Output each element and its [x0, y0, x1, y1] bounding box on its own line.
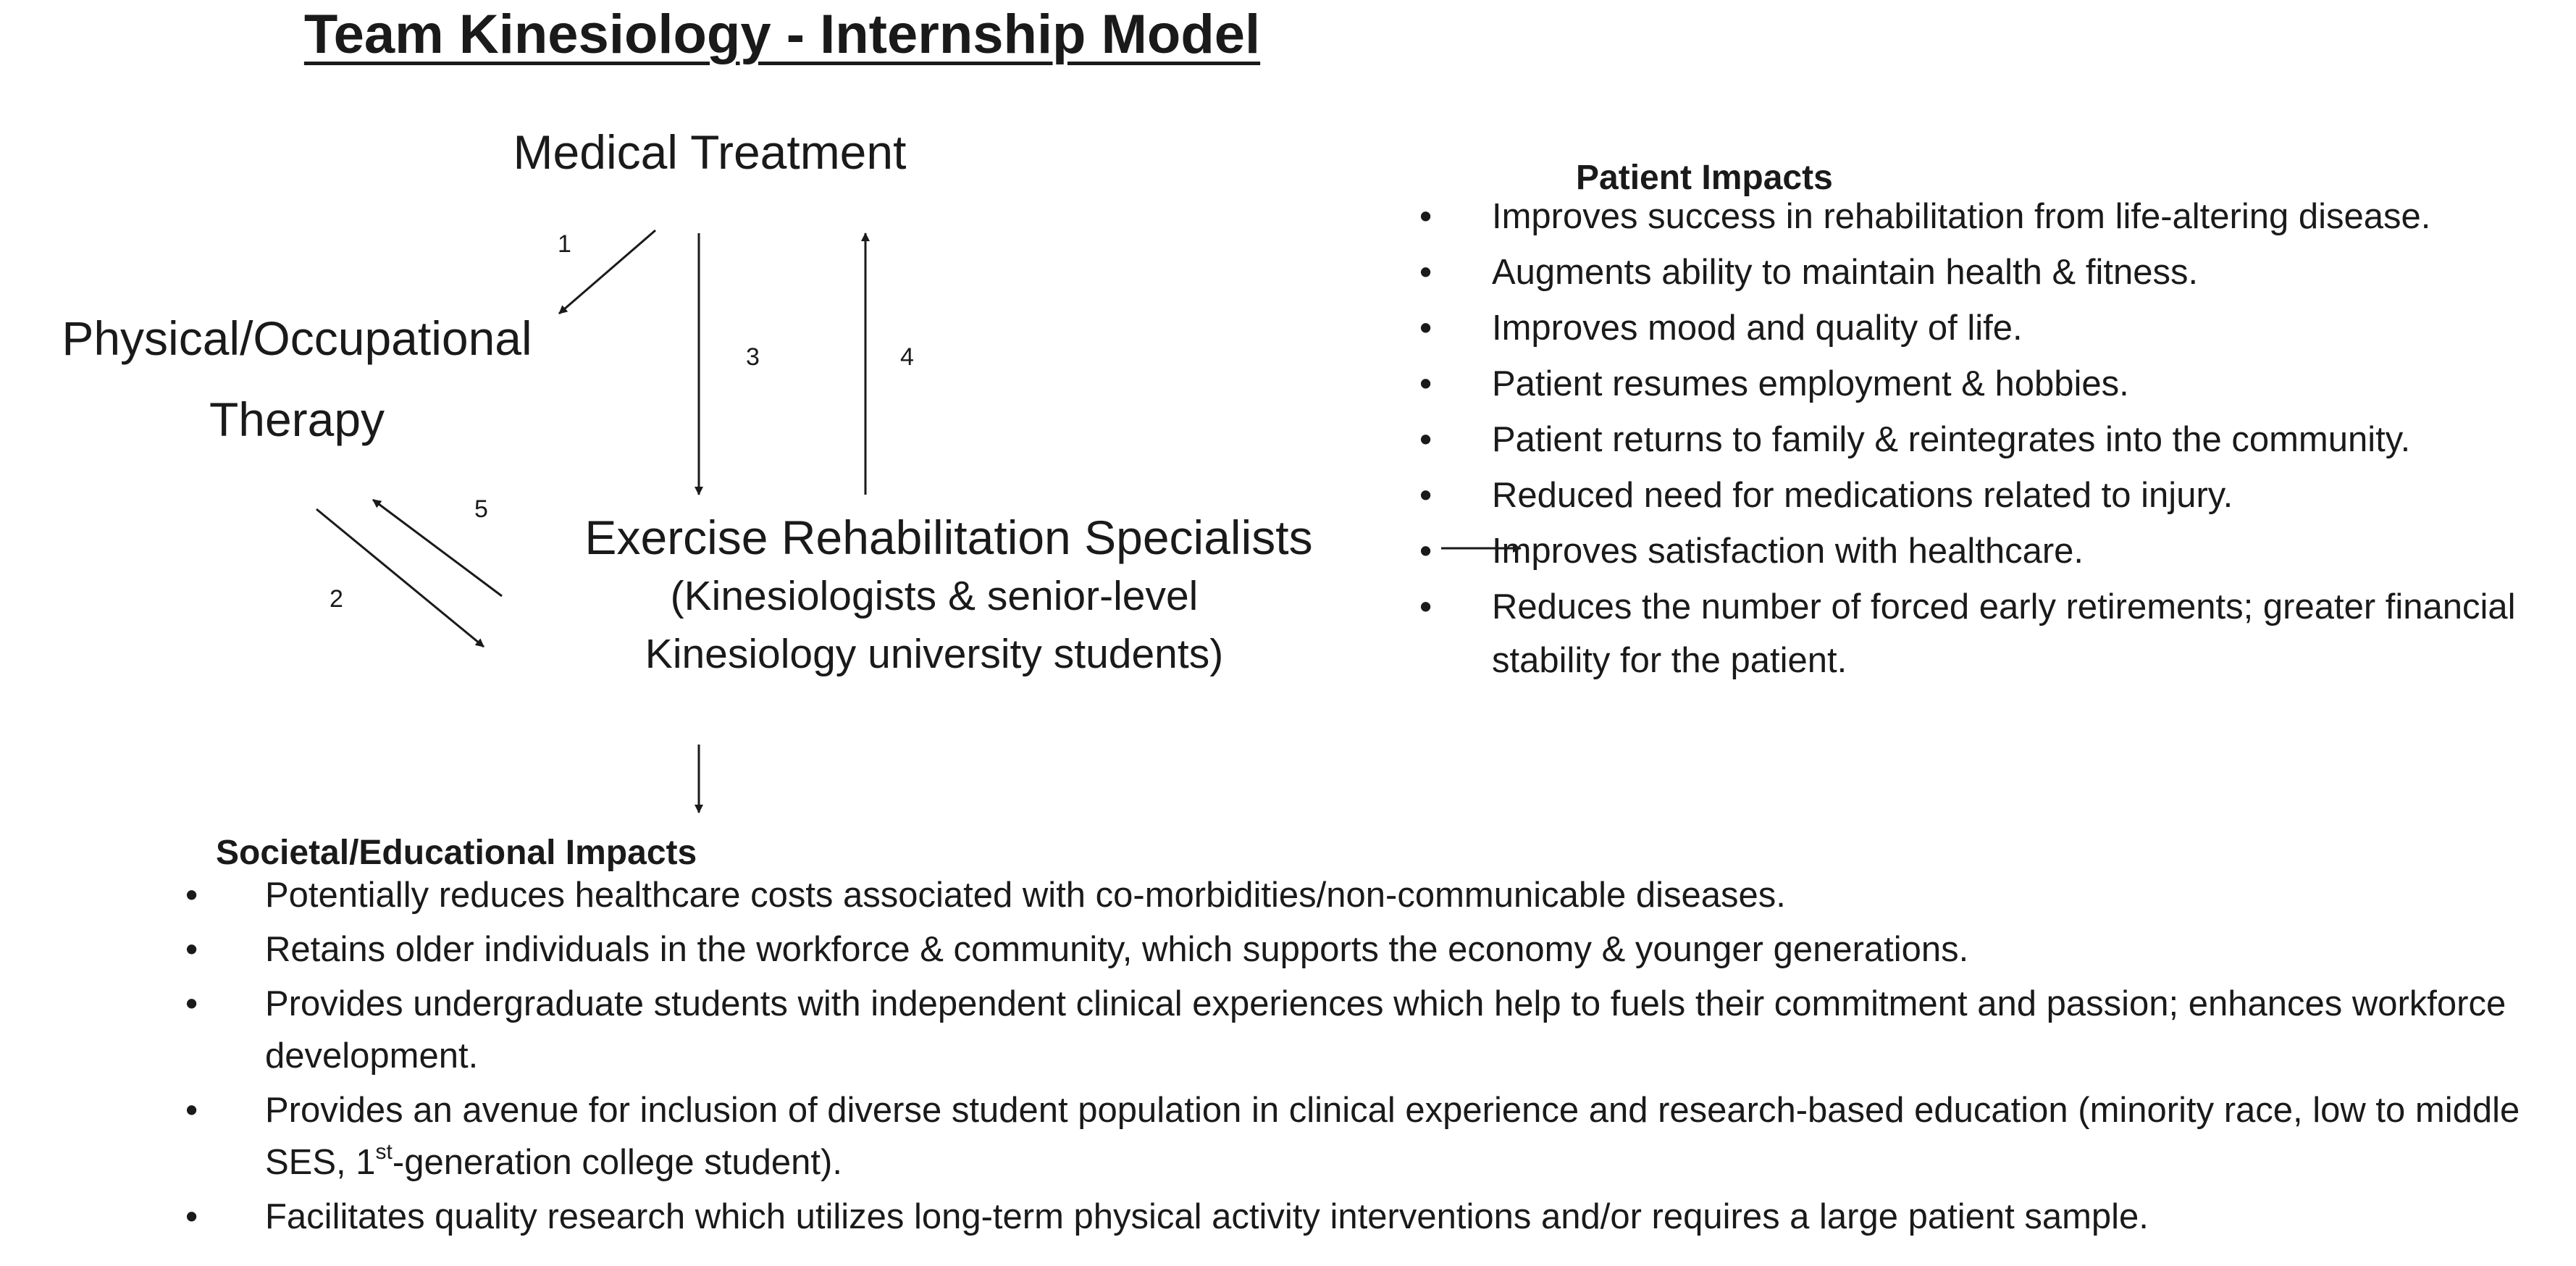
list-item: • Retains older individuals in the workforce & community, which supports the economy & younger generations.	[185, 930, 1969, 969]
list-item: • Improves mood and quality of life.	[1419, 309, 2023, 348]
list-item: • Provides an avenue for inclusion of diverse student population in clinical experience and research-based education (minority race, low to middle SES, 1st-generation college student).	[185, 1091, 2520, 1182]
list-item: • Facilitates quality research which utilizes long-term physical activity interventions and/or requires a large patient sample.	[185, 1197, 2149, 1236]
specialists-subtitle-line2: Kinesiology university students)	[645, 631, 1224, 677]
list-item: • Provides undergraduate students with independent clinical experiences which help to fuels their commitment and passion; enhances workforce development.	[185, 984, 2506, 1076]
arrow-label-5: 5	[474, 495, 488, 523]
list-item: • Improves success in rehabilitation from life-altering disease.	[1419, 197, 2431, 236]
specialists-node: Exercise Rehabilitation Specialists	[584, 511, 1313, 564]
list-item: • Augments ability to maintain health & fitness.	[1419, 253, 2199, 292]
arrow-1-medical-to-therapy	[559, 230, 655, 314]
arrow-label-1: 1	[558, 230, 571, 258]
list-item: • Patient resumes employment & hobbies.	[1419, 364, 2129, 403]
therapy-node-line1: Physical/Occupational	[62, 311, 532, 365]
medical-treatment-node: Medical Treatment	[513, 125, 907, 179]
list-item: • Potentially reduces healthcare costs associated with co-morbidities/non-communicable diseases.	[185, 876, 1786, 915]
list-item: • Reduces the number of forced early retirements; greater financial stability for the patient.	[1419, 587, 2516, 680]
specialists-subtitle-line1: (Kinesiologists & senior-level	[670, 573, 1199, 619]
page-title: Team Kinesiology - Internship Model	[303, 4, 1261, 65]
patient-impacts-heading: Patient Impacts	[1576, 159, 1833, 197]
arrow-label-4: 4	[900, 343, 914, 371]
list-item: • Improves satisfaction with healthcare.	[1419, 532, 2084, 571]
societal-impacts-list	[185, 869, 2568, 1245]
list-item: • Reduced need for medications related to injury.	[1419, 476, 2233, 515]
societal-impacts-heading: Societal/Educational Impacts	[216, 834, 697, 872]
therapy-node-line2: Therapy	[209, 393, 385, 446]
list-item: • Patient returns to family & reintegrates into the community.	[1419, 420, 2411, 459]
patient-impacts-list	[1419, 190, 2549, 689]
arrow-label-2: 2	[330, 585, 343, 613]
arrow-2-therapy-to-specialists	[316, 509, 484, 647]
arrow-label-3: 3	[746, 343, 760, 371]
